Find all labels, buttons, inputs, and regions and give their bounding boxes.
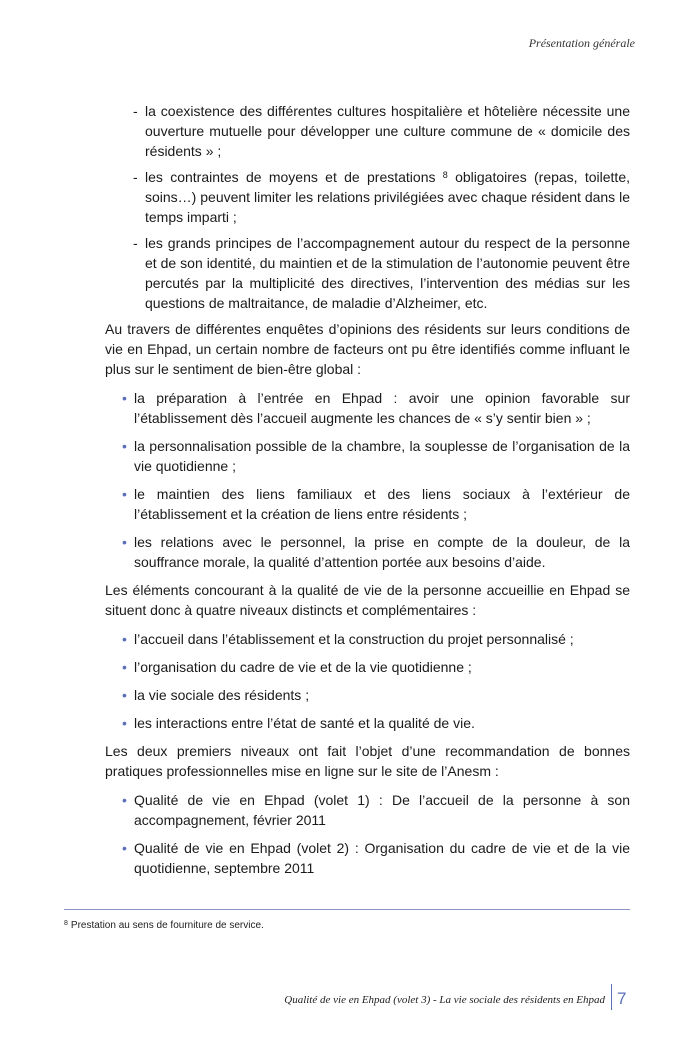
dash-item-text: la coexistence des différentes cultures hospitalière et hôtelière nécessite une ouverture mutuelle pour développer une culture commune de « domicile des résidents » ; [145, 103, 630, 159]
bullet-list-recommendations [105, 790, 630, 878]
bullet-icon: • [122, 792, 127, 808]
bullet-item-text: l’accueil dans l’établissement et la construction du projet personnalisé ; [134, 631, 574, 647]
paragraph-levels: Les éléments concourant à la qualité de vie de la personne accueillie en Ehpad se situent donc à quatre niveaux distincts et complémentaires : [105, 582, 630, 618]
bullet-item-text: la vie sociale des résidents ; [134, 687, 310, 703]
bullet-icon: • [122, 486, 127, 502]
running-header: Présentation générale [528, 36, 635, 50]
bullet-icon: • [122, 840, 127, 856]
paragraph-factors: Au travers de différentes enquêtes d’opinions des résidents sur leurs conditions de vie en Ehpad, un certain nombre de facteurs ont pu être identifiés comme influant le plus sur le sentiment de bien-être global : [105, 321, 630, 377]
dash-list-item [105, 167, 630, 227]
bullet-list-item [105, 838, 630, 878]
page-number: 7 [617, 989, 627, 1008]
bullet-list-item [105, 436, 630, 476]
bullet-item-text: les interactions entre l’état de santé et la qualité de vie. [134, 715, 475, 731]
bullet-list-item [105, 713, 630, 733]
footnote-text: Prestation au sens de fourniture de service. [70, 920, 264, 931]
bullet-list-item [105, 790, 630, 830]
dash-item-text-prefix: les contraintes de moyens et de prestations [145, 169, 436, 185]
main-content [105, 101, 630, 886]
paragraph-recommendations: Les deux premiers niveaux ont fait l’objet d’une recommandation de bonnes pratiques professionnelles mise en ligne sur le site de l’Anesm : [105, 743, 630, 779]
bullet-item-text: l’organisation du cadre de vie et de la vie quotidienne ; [134, 659, 472, 675]
dash-item-text: obligatoires (repas, toilette, soins…) peuvent limiter les relations privilégiées avec chaque résident dans le temps imparti ; [145, 169, 630, 225]
bullet-list-item [105, 388, 630, 428]
footnote-divider [64, 909, 630, 910]
running-footer-title: Qualité de vie en Ehpad (volet 3) - La vie sociale des résidents en Ehpad [284, 994, 605, 1006]
dash-marker: - [133, 169, 138, 185]
bullet-icon: • [122, 631, 127, 647]
bullet-list-item [105, 685, 630, 705]
bullet-item-text: le maintien des liens familiaux et des liens sociaux à l’extérieur de l’établissement et la création de liens entre résidents ; [134, 486, 630, 522]
footer-divider [611, 984, 612, 1010]
bullet-item-text: la préparation à l’entrée en Ehpad : avoir une opinion favorable sur l’établissement dès l’accueil augmente les chances de « s’y sentir bien » ; [134, 390, 630, 426]
bullet-icon: • [122, 390, 127, 406]
bullet-list-item [105, 657, 630, 677]
bullet-icon: • [122, 687, 127, 703]
dash-list-item [105, 101, 630, 161]
bullet-item-text: Qualité de vie en Ehpad (volet 2) : Organisation du cadre de vie et de la vie quotidienne, septembre 2011 [134, 840, 630, 876]
dash-marker: - [133, 235, 138, 251]
bullet-list-factors [105, 388, 630, 572]
bullet-item-text: la personnalisation possible de la chambre, la souplesse de l’organisation de la vie quotidienne ; [134, 438, 630, 474]
dash-marker: - [133, 103, 138, 119]
dash-list-item [105, 233, 630, 313]
bullet-icon: • [122, 715, 127, 731]
bullet-list-levels [105, 629, 630, 733]
bullet-item-text: les relations avec le personnel, la prise en compte de la douleur, de la souffrance morale, la qualité d’attention portée aux besoins d’aide. [134, 534, 630, 570]
bullet-icon: • [122, 534, 127, 550]
footnote-reference: 8 [442, 170, 448, 180]
bullet-item-text: Qualité de vie en Ehpad (volet 1) : De l’accueil de la personne à son accompagnement, février 2011 [134, 792, 630, 828]
bullet-icon: • [122, 438, 127, 454]
bullet-list-item [105, 532, 630, 572]
bullet-icon: • [122, 659, 127, 675]
footnote [64, 920, 264, 931]
bullet-list-item [105, 629, 630, 649]
dash-item-text: les grands principes de l’accompagnement autour du respect de la personne et de son identité, du maintien et de la stimulation de l’autonomie peuvent être percutés par la multiplicité des directives, l’intervention des médias sur les questions de maltraitance, de maladie d’Alzheimer, etc. [145, 235, 630, 311]
footnote-number: 8 [64, 920, 68, 927]
bullet-list-item [105, 484, 630, 524]
dash-list [105, 101, 630, 313]
